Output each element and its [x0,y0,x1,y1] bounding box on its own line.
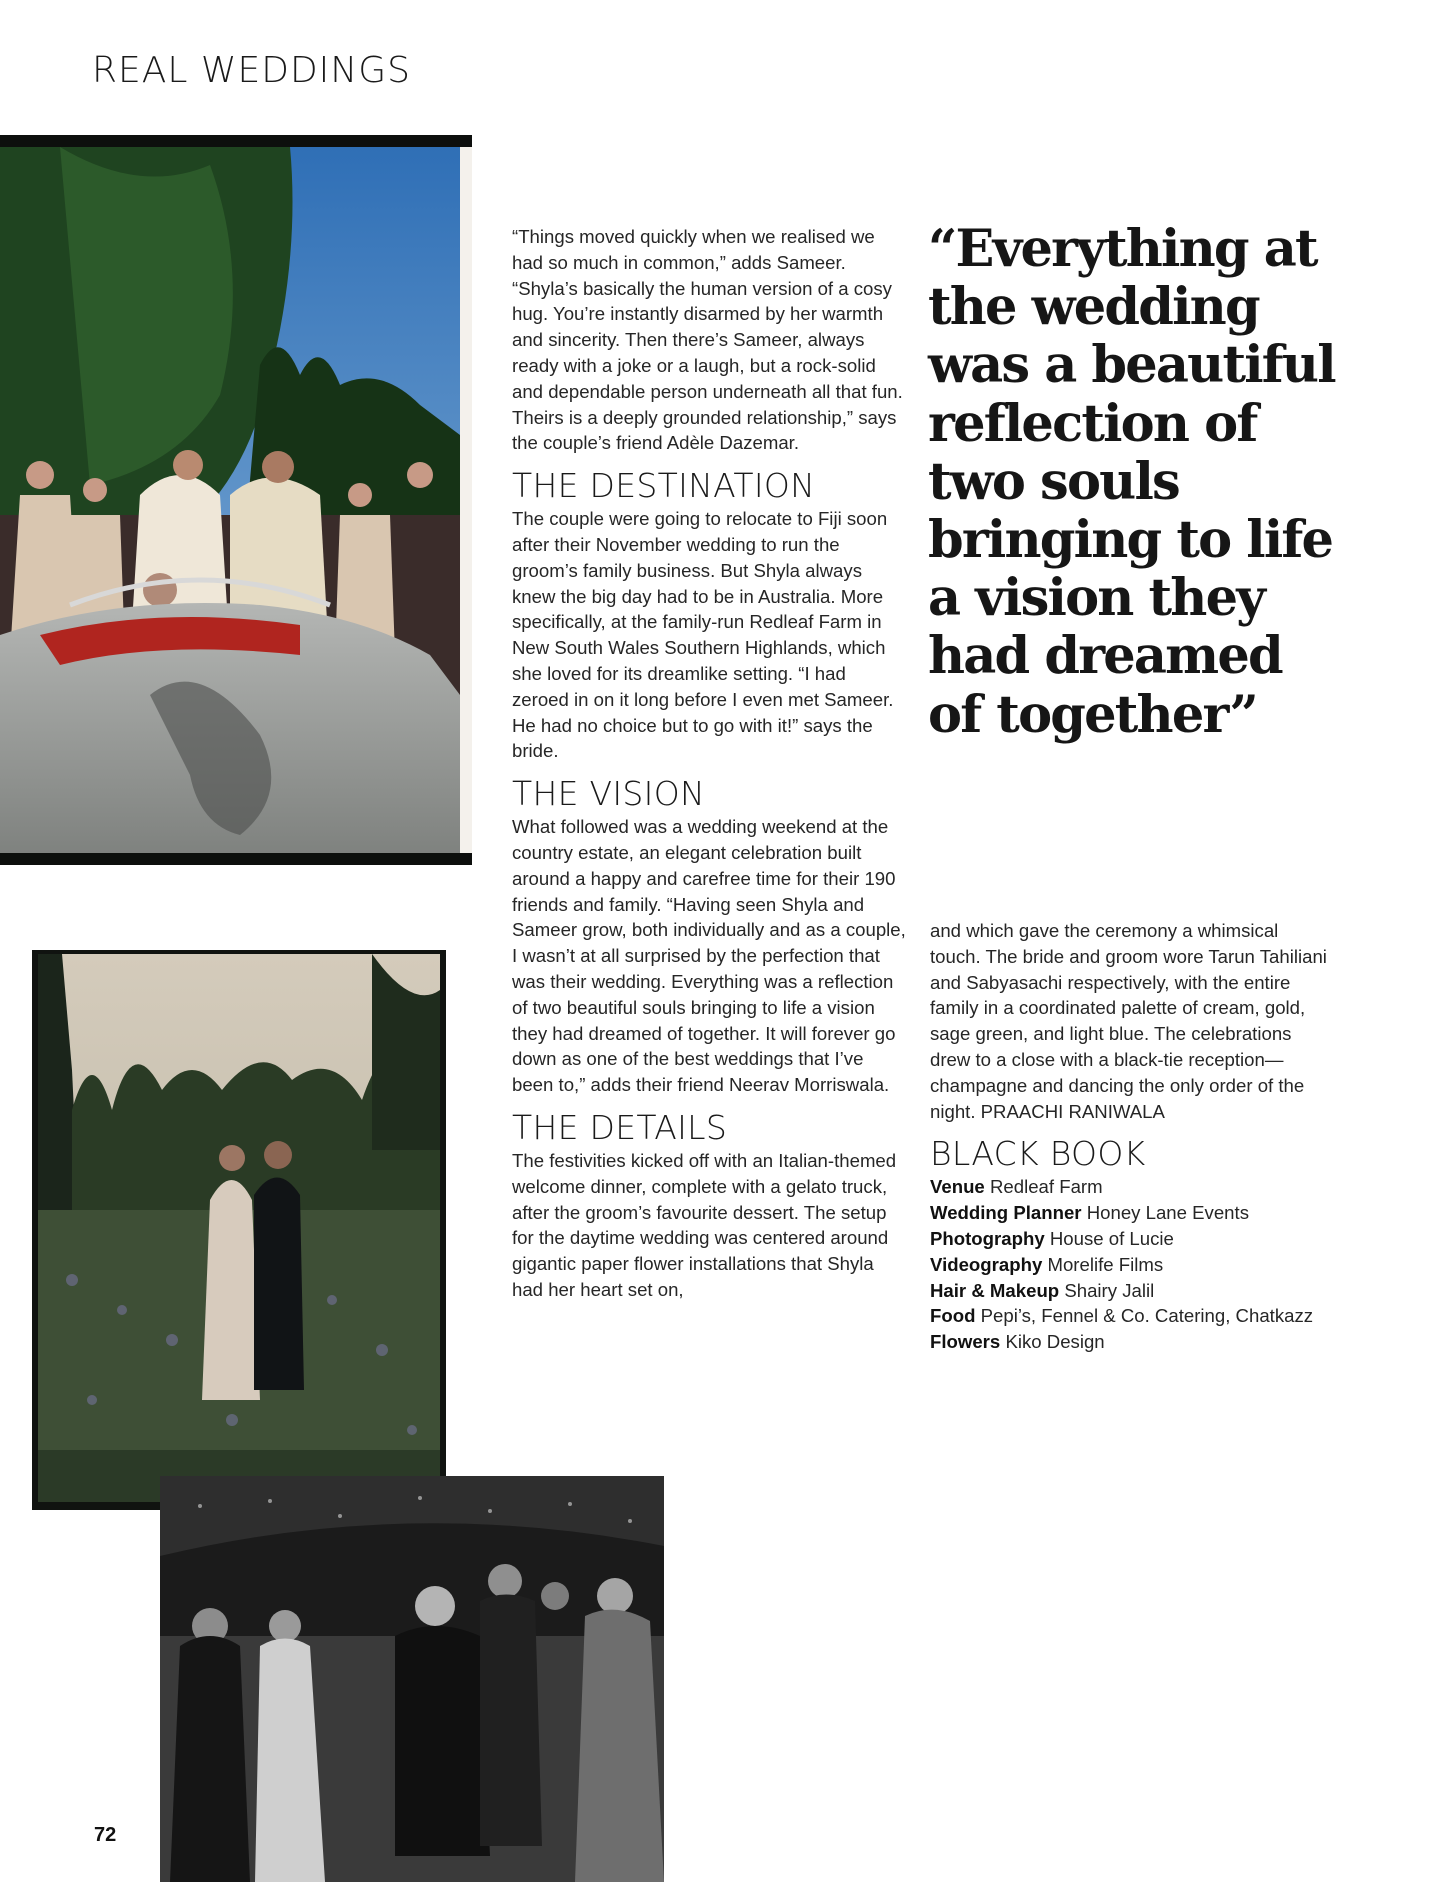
photo-couple-in-field [32,950,446,1510]
black-book-item-venue [930,1174,1330,1200]
black-book-value: House of Lucie [1049,1227,1174,1249]
black-book-value: Morelife Films [1047,1253,1164,1275]
black-book-label: Hair & Makeup [930,1279,1060,1301]
vision-heading: THE VISION [512,774,705,814]
black-book-label: Food [930,1305,976,1327]
black-book-label: Wedding Planner [930,1202,1082,1224]
section-title: REAL WEDDINGS [92,50,411,91]
black-book-item-videography [930,1252,1330,1278]
page-number: 72 [94,1824,117,1846]
black-book-value: Honey Lane Events [1086,1202,1249,1224]
destination-paragraph: The couple were going to relocate to Fiji soon after their November wedding to run the groom’s family business. But Shyla always knew the big day had to be in Australia. More specifically, at the family-run Redleaf Farm in New South Wales Southern Highlands, which she loved for its dreamlike setting. “I had zeroed in on it long before I even met Sameer. He had no choice but to go with it!” says the bride. [512,508,894,762]
black-book-heading: BLACK BOOK [930,1134,1146,1174]
black-book-item-flowers [930,1329,1330,1355]
black-book-item-wedding-planner [930,1200,1330,1226]
black-book-label: Flowers [930,1331,1001,1353]
vision-paragraph: What followed was a wedding weekend at the country estate, an elegant celebration built around a happy and carefree time for their 190 friends and family. “Having seen Shyla and Sameer grow, both individually and as a couple, I wasn’t at all surprised by the perfection that was their wedding. Everything was a reflection of two beautiful souls bringing to life a vision they had dreamed of together. It will forever go down as one of the best weddings that I’ve been to,” adds their friend Neerav Morriswala. [512,816,906,1096]
photo-reception-dance [160,1476,664,1882]
right-text-column [930,918,1330,1355]
black-book-label: Photography [930,1227,1045,1249]
black-book-label: Venue [930,1176,985,1198]
left-text-column [512,224,907,1303]
black-book-item-photography [930,1226,1330,1252]
continuation-paragraph: and which gave the ceremony a whimsical touch. The bride and groom wore Tarun Tahiliani and Sabyasachi respectively, with the entire family in a coordinated palette of cream, gold, sage green, and light blue. The celebrations drew to a close with a black-tie reception—champagne and dancing the only order of the night. PRAACHI RANIWALA [930,920,1327,1122]
black-book-value: Pepi’s, Fennel & Co. Catering, Chatkazz [980,1305,1314,1327]
black-book-value: Kiko Design [1005,1331,1105,1353]
destination-heading: THE DESTINATION [512,466,816,506]
black-book-item-hair-makeup [930,1278,1330,1304]
black-book-item-food [930,1303,1330,1329]
black-book-list [930,1174,1330,1355]
black-book-value: Redleaf Farm [989,1176,1103,1198]
details-heading: THE DETAILS [512,1107,728,1147]
intro-paragraph: “Things moved quickly when we realised we had so much in common,” adds Sameer. “Shyla’s basically the human version of a cosy hug. You’re instantly disarmed by her warmth and sincerity. Then there’s Sameer, always ready with a joke or a laugh, but a rock-solid and dependable person underneath all that fun. Theirs is a deeply grounded relationship,” says the couple’s friend Adèle Dazemar. [512,226,903,454]
black-book-value: Shairy Jalil [1064,1279,1155,1301]
details-paragraph: The festivities kicked off with an Italian-themed welcome dinner, complete with a gelato truck, after the groom’s favourite dessert. The setup for the daytime wedding was centered around gigantic paper flower installations that Shyla had her heart set on, [512,1149,897,1300]
black-book-label: Videography [930,1253,1043,1275]
photo-couple-in-convertible [0,135,472,865]
pull-quote: “Everything at the wedding was a beautiful reflection of two souls bringing to life a vision they had dreamed of together” [928,219,1335,745]
